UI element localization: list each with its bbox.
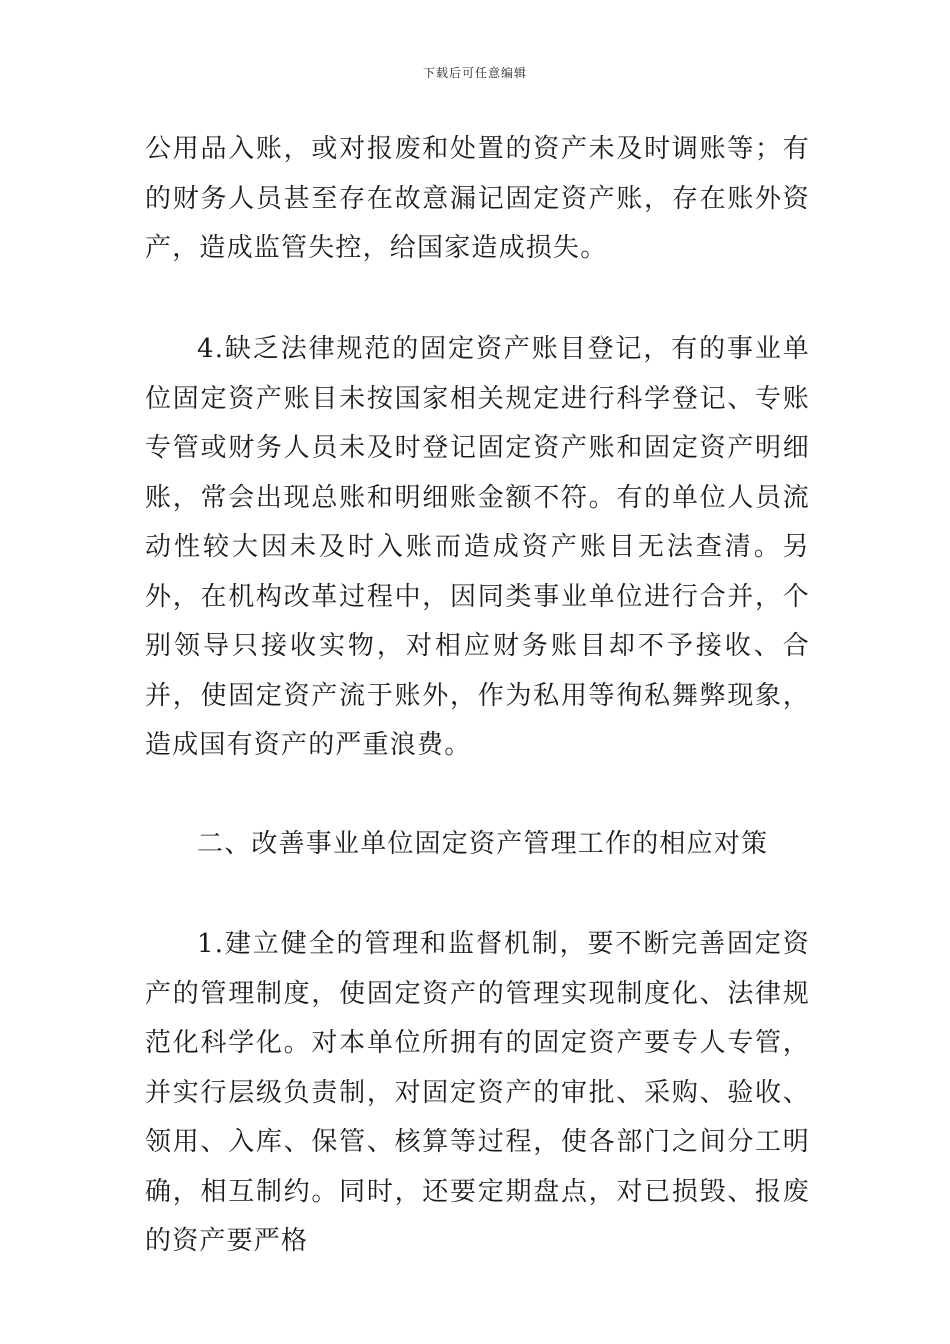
paragraph-item-1: 1.建立健全的管理和监督机制，要不断完善固定资产的管理制度，使固定资产的管理实现制度化、法律规范化科学化。对本单位所拥有的固定资产要专人专管，并实行层级负责制，对固定资产的审批、采购、验收、领用、入库、保管、核算等过程，使各部门之间分工明确，相互制约。同时，还要定期盘点，对已损毁、报废的资产要严格 <box>145 929 810 1256</box>
page-header-note: 下载后可任意编辑 <box>422 66 527 80</box>
section-heading: 二、改善事业单位固定资产管理工作的相应对策 <box>197 829 769 859</box>
paragraph-continuation: 公用品入账，或对报废和处置的资产未及时调账等；有的财务人员甚至存在故意漏记固定资产账，存在账外资产，造成监管失控，给国家造成损失。 <box>145 134 810 263</box>
paragraph-item-4: 4.缺乏法律规范的固定资产账目登记，有的事业单位固定资产账目未按国家相关规定进行科学登记、专账专管或财务人员未及时登记固定资产账和固定资产明细账，常会出现总账和明细账金额不符。有的单位人员流动性较大因未及时入账而造成资产账目无法查清。另外，在机构改革过程中，因同类事业单位进行合并，个别领导只接收实物，对相应财务账目却不予接收、合并，使固定资产流于账外，作为私用等徇私舞弊现象，造成国有资产的严重浪费。 <box>145 334 810 760</box>
